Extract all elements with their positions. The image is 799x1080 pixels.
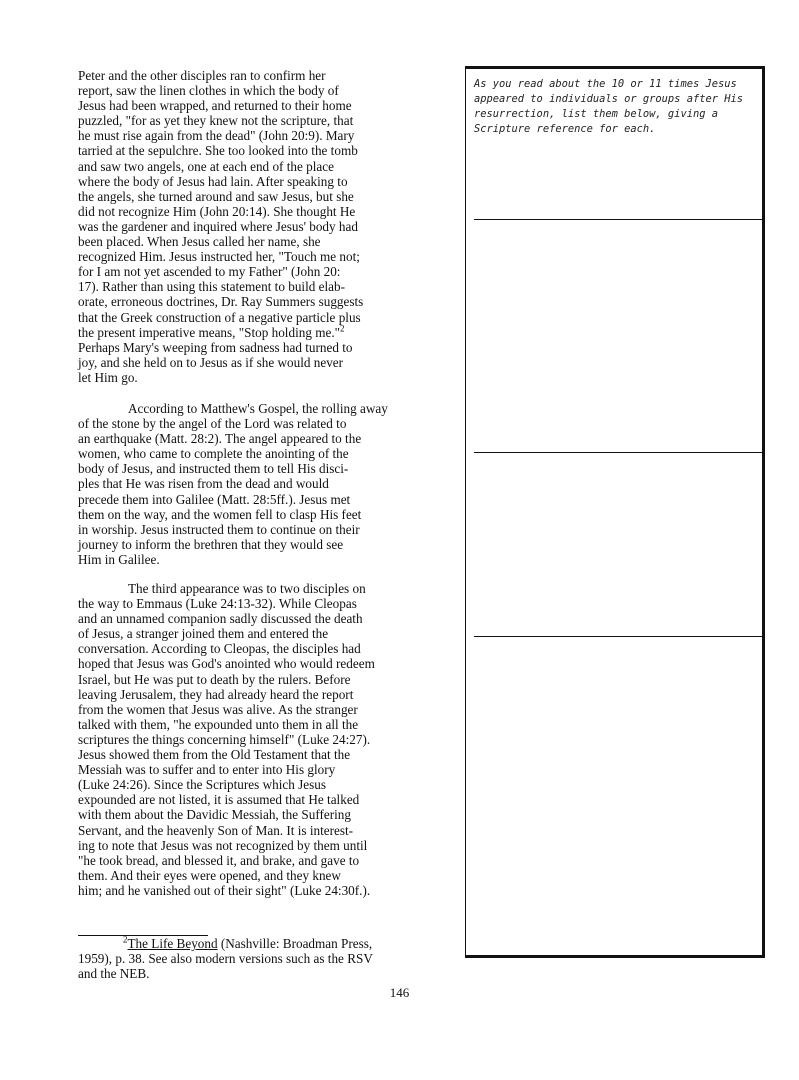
answer-divider [474,452,762,453]
paragraph-2 [78,401,466,567]
page-number: 146 [389,985,410,1000]
footnote: $^2$The Life Beyond (Nashville: Broadman Press, 1959), p. 38. See also modern versions such as the RSV and the NEB. [78,934,373,982]
study-notes-box [465,66,765,958]
footnote-line-3: and the NEB. [78,966,150,982]
paragraph-3-text: The third appearance was to two disciples on the way to Emmaus (Luke 24:13-32). While Cleopas and an unnamed companion sadly discussed the death of Jesus, a stranger joined them and entered the conversation. According to Cleopas, the disciples had hoped that Jesus was God's anointed who would redeem Israel, but He was put to death by the rulers. Before leaving Jerusalem, they had already heard the report from the women that Jesus was alive. As the stranger talked with them, "he expounded unto them in all the scriptures the things concerning himself" (Luke 24:27). Jesus showed them from the Old Testament that the Messiah was to suffer and to enter into His glory (Luke 24:26). Since the Scriptures which Jesus expounded are not listed, it is assumed that He talked with them about the Davidic Messiah, the Suffering Servant, and the heavenly Son of Man. It is interest- ing to note that Jesus was not recognized by them until "he took bread, and blessed it, and brake, and gave to them. And their eyes were opened, and they knew him; and he vanished out of their sight" (Luke 24:30f.). [78,581,375,898]
paragraph-2-text: According to Matthew's Gospel, the rolling away of the stone by the angel of the Lord was related to an earthquake (Matt. 28:2). The angel appeared to the women, who came to complete the anointing of the body of Jesus, and instructed them to tell His disci- ples that He was risen from the dead and would precede them into Galilee (Matt. 28:5ff.). Jesus met them on the way, and the women fell to clasp His feet in worship. Jesus instructed them to continue on their journey to inform the brethren that they would see Him in Galilee. [78,401,388,567]
footnote-number: 2 [123,934,128,945]
answer-divider [474,636,762,637]
study-instructions: As you read about the 10 or 11 times Jesus appeared to individuals or groups after His resurrection, list them below, giving a Scripture reference for each. [474,78,743,135]
paragraph-3 [78,581,466,898]
footnote-book-title: The Life Beyond [127,936,218,951]
paragraph-1-text: Peter and the other disciples ran to confirm her report, saw the linen clothes in which the body of Jesus had been wrapped, and returned to their home puzzled, "for as yet they knew not the scripture, that he must rise again from the dead" (John 20:9). Mary tarried at the sepulchre. She too looked into the tomb and saw two angels, one at each end of the place where the body of Jesus had lain. After speaking to the angels, she turned around and saw Jesus, but she did not recognize Him (John 20:14). She thought He was the gardener and inquired where Jesus' body had been placed. When Jesus called her name, she recognized Him. Jesus instructed her, "Touch me not; for I am not yet ascended to my Father" (John 20: 17). Rather than using this statement to build elab- orate, erroneous doctrines, Dr. Ray Summers suggests that the Greek construction of a negative particle plus the present imperative means, "Stop holding me."$^2$ Perhaps Mary's weeping from sadness had turned to joy, and she held on to Jesus as if she would never let Him go. [78,68,364,385]
footnote-marker: 2 [340,323,345,334]
answer-divider [474,219,762,220]
footnote-line-2: 1959), p. 38. See also modern versions such as the RSV [78,951,373,967]
paragraph-1 [78,68,466,385]
